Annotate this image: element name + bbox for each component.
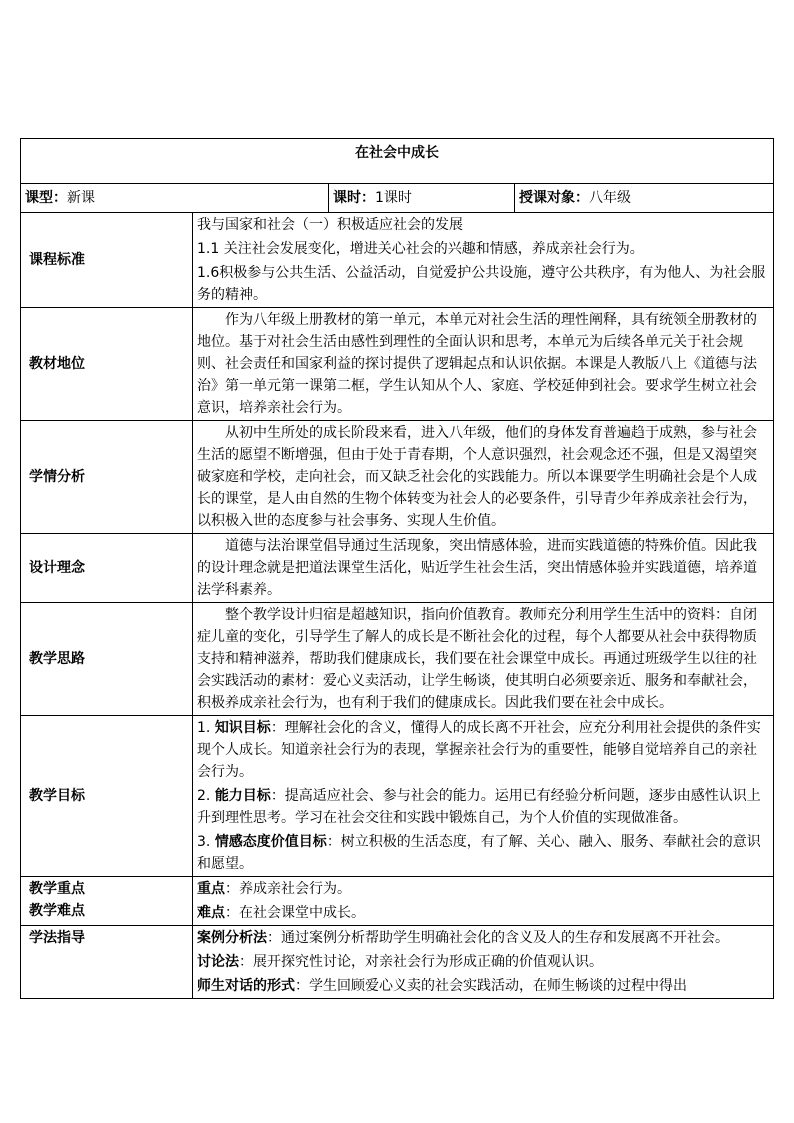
standards-line: 我与国家和社会（一）积极适应社会的发展 [197, 217, 463, 233]
methods-row [21, 926, 774, 999]
hard-label: 教学难点 [29, 903, 85, 919]
objective-number: 2. [197, 788, 211, 804]
objective-heading: 能力目标 [214, 788, 271, 804]
hard-point [197, 902, 769, 924]
method-heading: 讨论法 [197, 954, 239, 970]
objective-heading: 知识目标 [214, 720, 271, 736]
lesson-hours-value: 1课时 [375, 190, 412, 206]
objective-text: ：提高适应社会、参与社会的能力。运用已有经验分析问题，逐步由感性认识上升到理性思考。学习在社会交往和实践中锻炼自己，为个人价值的实现做准备。 [197, 788, 761, 826]
method-text: ：通过案例分析帮助学生明确社会化的含义及人的生存和发展离不开社会。 [267, 930, 729, 946]
method-heading: 案例分析法 [197, 930, 267, 946]
methods-content [193, 926, 774, 999]
method-text: ：学生回顾爱心义卖的社会实践活动，在师生畅谈的过程中得出 [295, 978, 687, 994]
method-text: ：展开探究性讨论，对亲社会行为形成正确的价值观认识。 [239, 954, 603, 970]
lesson-plan-table [20, 138, 774, 999]
textbook-label: 教材地位 [21, 308, 193, 421]
method-item [197, 951, 769, 973]
hard-point-heading: 难点 [197, 905, 225, 921]
standards-row [21, 213, 774, 308]
objective-heading: 情感态度价值目标 [214, 834, 327, 850]
objective-number: 1. [197, 720, 211, 736]
objectives-row [21, 716, 774, 877]
approach-row [21, 603, 774, 716]
objective-item [197, 785, 769, 829]
method-heading: 师生对话的形式 [197, 978, 295, 994]
key-label: 教学重点 [29, 881, 85, 897]
lesson-type-value: 新课 [67, 190, 95, 206]
hard-point-text: ：在社会课堂中成长。 [225, 905, 365, 921]
objective-text: ：理解社会化的含义，懂得人的成长离不开社会，应充分利用社会提供的条件实现个人成长。知道亲社会行为的表现，掌握亲社会行为的重要性，能够自觉培养自己的亲社会行为。 [197, 720, 761, 780]
standards-label: 课程标准 [21, 213, 193, 308]
students-text: 从初中生所处的成长阶段来看，进入八年级，他们的身体发育普遍趋于成熟，参与社会生活的愿望不断增强，但由于处于青春期，个人意识强烈，社会观念还不强，但是又渴望突破家庭和学校，走向社会，而又缺乏社会化的实践能力。所以本课要学生明确社会是个人成长的课堂，是人由自然的生物个体转变为社会人的必要条件，引导青少年养成亲社会行为，以积极入世的态度参与社会事务、实现人生价值。 [197, 425, 757, 529]
method-item [197, 927, 769, 949]
key-point [197, 878, 769, 900]
objectives-content [193, 716, 774, 877]
standards-line: 1.1 关注社会发展变化，增进关心社会的兴趣和情感，养成亲社会行为。 [197, 241, 644, 257]
standards-content [193, 213, 774, 308]
approach-label: 教学思路 [21, 603, 193, 716]
lesson-hours-label: 课时： [333, 190, 375, 206]
approach-text: 整个教学设计归宿是超越知识，指向价值教育。教师充分利用学生生活中的资料：自闭症儿童的变化，引导学生了解人的成长是不断社会化的过程，每个人都要从社会中获得物质支持和精神滋养，帮助我们健康成长，我们要在社会课堂中成长。再通过班级学生以往的社会实践活动的素材：爱心义卖活动，让学生畅谈，使其明白必须要亲近、服务和奉献社会，积极养成亲社会行为，也有利于我们的健康成长。因此我们要在社会中成长。 [197, 607, 757, 711]
approach-content [193, 603, 774, 716]
students-label: 学情分析 [21, 421, 193, 534]
lesson-type-cell [21, 184, 329, 213]
keypoints-content [193, 877, 774, 926]
keypoints-row [21, 877, 774, 926]
lesson-type-label: 课型： [25, 190, 67, 206]
objective-number: 3. [197, 834, 211, 850]
lesson-audience-value: 八年级 [589, 190, 631, 206]
key-point-heading: 重点 [197, 881, 225, 897]
keypoints-label [21, 877, 193, 926]
methods-label: 学法指导 [21, 926, 193, 999]
standards-line: 1.6积极参与公共生活、公益活动，自觉爱护公共设施，遵守公共秩序，有为他人、为社会服务的精神。 [197, 265, 766, 303]
design-row [21, 534, 774, 603]
design-label: 设计理念 [21, 534, 193, 603]
students-content [193, 421, 774, 534]
textbook-content [193, 308, 774, 421]
objective-text: ：树立积极的生活态度，有了解、关心、融入、服务、奉献社会的意识和愿望。 [197, 834, 761, 872]
objectives-label: 教学目标 [21, 716, 193, 877]
title-row [21, 139, 774, 184]
lesson-plan-sheet [20, 138, 773, 999]
lesson-hours-cell [329, 184, 515, 213]
textbook-text: 作为八年级上册教材的第一单元，本单元对社会生活的理性阐释，具有统领全册教材的地位。基于对社会生活由感性到理性的全面认识和思考，本单元为后续各单元关于社会规则、社会责任和国家利益的探讨提供了逻辑起点和认识依据。本课是人教版八上《道德与法治》第一单元第一课第二框，学生认知从个人、家庭、学校延伸到社会。要求学生树立社会意识，培养亲社会行为。 [197, 312, 757, 416]
students-row [21, 421, 774, 534]
lesson-title: 在社会中成长 [21, 139, 774, 184]
objective-item [197, 717, 769, 783]
lesson-audience-cell [515, 184, 774, 213]
objective-item [197, 831, 769, 875]
meta-row [21, 184, 774, 213]
textbook-row [21, 308, 774, 421]
design-text: 道德与法治课堂倡导通过生活现象，突出情感体验，进而实践道德的特殊价值。因此我的设计理念就是把道法课堂生活化，贴近学生社会生活，突出情感体验并实践道德，培养道法学科素养。 [197, 538, 757, 598]
key-point-text: ：养成亲社会行为。 [225, 881, 351, 897]
design-content [193, 534, 774, 603]
method-item [197, 975, 769, 997]
lesson-audience-label: 授课对象： [519, 190, 589, 206]
